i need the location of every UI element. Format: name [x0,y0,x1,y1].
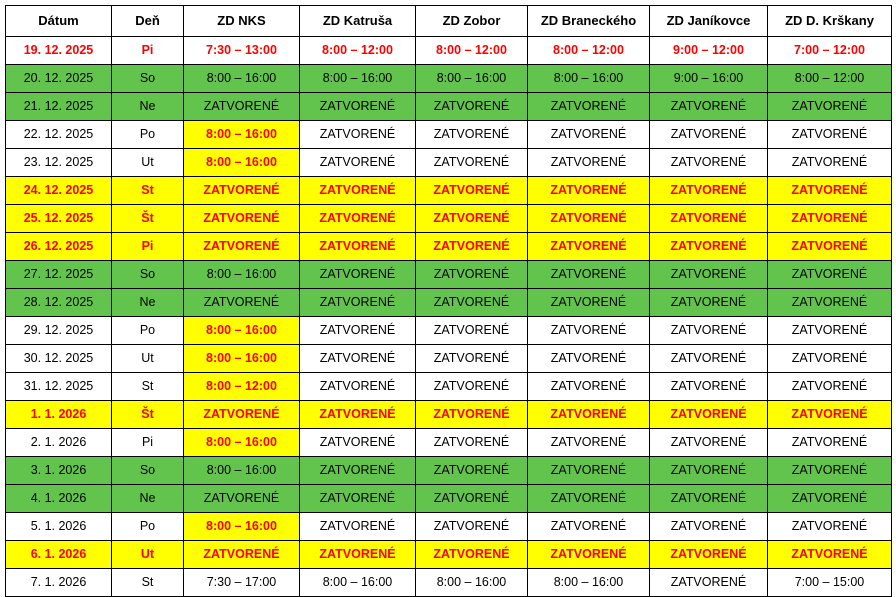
table-header-row [6,6,892,37]
cell-krskany: ZATVORENÉ [768,457,892,485]
cell-day: St [112,177,184,205]
cell-braneckeho: 8:00 – 16:00 [528,569,650,597]
cell-date: 20. 12. 2025 [6,65,112,93]
cell-nks: ZATVORENÉ [184,93,300,121]
cell-katrusa: ZATVORENÉ [300,429,416,457]
cell-janikovce: ZATVORENÉ [650,485,768,513]
cell-krskany: 8:00 – 12:00 [768,65,892,93]
cell-day: Št [112,401,184,429]
table-row [6,261,892,289]
cell-nks: 7:30 – 17:00 [184,569,300,597]
cell-zobor: ZATVORENÉ [416,121,528,149]
column-header-day: Deň [112,6,184,37]
cell-janikovce: ZATVORENÉ [650,345,768,373]
cell-braneckeho: ZATVORENÉ [528,541,650,569]
cell-day: Ut [112,541,184,569]
table-row [6,233,892,261]
cell-date: 5. 1. 2026 [6,513,112,541]
cell-braneckeho: ZATVORENÉ [528,485,650,513]
cell-janikovce: ZATVORENÉ [650,289,768,317]
cell-zobor: ZATVORENÉ [416,373,528,401]
cell-janikovce: ZATVORENÉ [650,457,768,485]
cell-date: 4. 1. 2026 [6,485,112,513]
cell-date: 21. 12. 2025 [6,93,112,121]
cell-braneckeho: ZATVORENÉ [528,457,650,485]
cell-braneckeho: ZATVORENÉ [528,233,650,261]
cell-krskany: ZATVORENÉ [768,429,892,457]
cell-nks: ZATVORENÉ [184,401,300,429]
cell-krskany: ZATVORENÉ [768,317,892,345]
cell-janikovce: ZATVORENÉ [650,429,768,457]
cell-braneckeho: ZATVORENÉ [528,261,650,289]
cell-krskany: 7:00 – 12:00 [768,37,892,65]
cell-janikovce: ZATVORENÉ [650,233,768,261]
cell-zobor: ZATVORENÉ [416,233,528,261]
cell-katrusa: 8:00 – 12:00 [300,37,416,65]
cell-zobor: ZATVORENÉ [416,205,528,233]
cell-krskany: ZATVORENÉ [768,121,892,149]
cell-day: Št [112,205,184,233]
cell-day: Pi [112,37,184,65]
cell-zobor: ZATVORENÉ [416,177,528,205]
cell-zobor: 8:00 – 16:00 [416,65,528,93]
cell-nks: ZATVORENÉ [184,485,300,513]
cell-day: Pi [112,233,184,261]
cell-date: 24. 12. 2025 [6,177,112,205]
cell-braneckeho: ZATVORENÉ [528,373,650,401]
cell-krskany: ZATVORENÉ [768,485,892,513]
cell-krskany: ZATVORENÉ [768,149,892,177]
cell-katrusa: ZATVORENÉ [300,177,416,205]
table-row [6,93,892,121]
cell-zobor: 8:00 – 16:00 [416,569,528,597]
cell-katrusa: ZATVORENÉ [300,513,416,541]
cell-braneckeho: ZATVORENÉ [528,345,650,373]
cell-janikovce: ZATVORENÉ [650,401,768,429]
table-row [6,485,892,513]
cell-braneckeho: ZATVORENÉ [528,401,650,429]
cell-day: Ne [112,289,184,317]
cell-day: Ne [112,485,184,513]
cell-katrusa: 8:00 – 16:00 [300,65,416,93]
cell-date: 23. 12. 2025 [6,149,112,177]
cell-nks: 8:00 – 16:00 [184,121,300,149]
cell-krskany: 7:00 – 15:00 [768,569,892,597]
cell-janikovce: ZATVORENÉ [650,93,768,121]
cell-katrusa: ZATVORENÉ [300,457,416,485]
cell-janikovce: ZATVORENÉ [650,317,768,345]
cell-zobor: ZATVORENÉ [416,345,528,373]
table-row [6,569,892,597]
table-row [6,205,892,233]
cell-janikovce: 9:00 – 16:00 [650,65,768,93]
table-row [6,457,892,485]
cell-day: Ne [112,93,184,121]
cell-krskany: ZATVORENÉ [768,93,892,121]
cell-katrusa: ZATVORENÉ [300,233,416,261]
cell-katrusa: ZATVORENÉ [300,205,416,233]
cell-day: So [112,65,184,93]
cell-janikovce: ZATVORENÉ [650,261,768,289]
cell-braneckeho: ZATVORENÉ [528,149,650,177]
opening-hours-table [5,5,892,597]
table-row [6,513,892,541]
column-header-krskany: ZD D. Krškany [768,6,892,37]
cell-nks: 8:00 – 12:00 [184,373,300,401]
cell-braneckeho: ZATVORENÉ [528,317,650,345]
cell-braneckeho: ZATVORENÉ [528,93,650,121]
cell-katrusa: ZATVORENÉ [300,541,416,569]
cell-katrusa: ZATVORENÉ [300,317,416,345]
cell-day: So [112,261,184,289]
cell-krskany: ZATVORENÉ [768,401,892,429]
cell-braneckeho: 8:00 – 16:00 [528,65,650,93]
cell-nks: ZATVORENÉ [184,177,300,205]
cell-date: 26. 12. 2025 [6,233,112,261]
cell-katrusa: ZATVORENÉ [300,149,416,177]
table-row [6,37,892,65]
table-body [6,37,892,597]
table-header [6,6,892,37]
cell-katrusa: ZATVORENÉ [300,401,416,429]
cell-date: 3. 1. 2026 [6,457,112,485]
cell-katrusa: ZATVORENÉ [300,289,416,317]
cell-braneckeho: ZATVORENÉ [528,205,650,233]
cell-braneckeho: 8:00 – 12:00 [528,37,650,65]
cell-date: 29. 12. 2025 [6,317,112,345]
cell-katrusa: ZATVORENÉ [300,121,416,149]
cell-date: 31. 12. 2025 [6,373,112,401]
cell-janikovce: ZATVORENÉ [650,149,768,177]
cell-zobor: ZATVORENÉ [416,485,528,513]
cell-day: Po [112,121,184,149]
cell-nks: ZATVORENÉ [184,289,300,317]
cell-janikovce: ZATVORENÉ [650,121,768,149]
cell-janikovce: ZATVORENÉ [650,177,768,205]
table-row [6,177,892,205]
table-row [6,429,892,457]
cell-nks: 8:00 – 16:00 [184,65,300,93]
cell-braneckeho: ZATVORENÉ [528,289,650,317]
cell-day: St [112,373,184,401]
cell-braneckeho: ZATVORENÉ [528,513,650,541]
table-row [6,121,892,149]
cell-day: Ut [112,345,184,373]
cell-date: 1. 1. 2026 [6,401,112,429]
cell-nks: ZATVORENÉ [184,541,300,569]
cell-zobor: 8:00 – 12:00 [416,37,528,65]
cell-day: Pi [112,429,184,457]
column-header-date: Dátum [6,6,112,37]
column-header-braneckeho: ZD Braneckého [528,6,650,37]
cell-katrusa: ZATVORENÉ [300,345,416,373]
cell-zobor: ZATVORENÉ [416,317,528,345]
cell-katrusa: ZATVORENÉ [300,485,416,513]
cell-zobor: ZATVORENÉ [416,93,528,121]
cell-krskany: ZATVORENÉ [768,261,892,289]
table-row [6,149,892,177]
cell-date: 25. 12. 2025 [6,205,112,233]
cell-krskany: ZATVORENÉ [768,513,892,541]
cell-day: So [112,457,184,485]
cell-nks: 8:00 – 16:00 [184,513,300,541]
table-row [6,65,892,93]
cell-date: 7. 1. 2026 [6,569,112,597]
cell-day: St [112,569,184,597]
cell-krskany: ZATVORENÉ [768,289,892,317]
cell-nks: ZATVORENÉ [184,233,300,261]
cell-date: 2. 1. 2026 [6,429,112,457]
cell-nks: 8:00 – 16:00 [184,429,300,457]
cell-zobor: ZATVORENÉ [416,541,528,569]
table-row [6,317,892,345]
cell-zobor: ZATVORENÉ [416,401,528,429]
cell-nks: ZATVORENÉ [184,205,300,233]
cell-nks: 8:00 – 16:00 [184,345,300,373]
column-header-janikovce: ZD Janíkovce [650,6,768,37]
cell-day: Po [112,317,184,345]
cell-zobor: ZATVORENÉ [416,429,528,457]
table-row [6,289,892,317]
cell-date: 6. 1. 2026 [6,541,112,569]
cell-nks: 7:30 – 13:00 [184,37,300,65]
cell-date: 22. 12. 2025 [6,121,112,149]
cell-nks: 8:00 – 16:00 [184,261,300,289]
cell-janikovce: ZATVORENÉ [650,513,768,541]
table-row [6,401,892,429]
cell-zobor: ZATVORENÉ [416,513,528,541]
cell-katrusa: ZATVORENÉ [300,261,416,289]
cell-krskany: ZATVORENÉ [768,345,892,373]
cell-katrusa: ZATVORENÉ [300,373,416,401]
cell-zobor: ZATVORENÉ [416,457,528,485]
cell-krskany: ZATVORENÉ [768,205,892,233]
cell-janikovce: ZATVORENÉ [650,569,768,597]
cell-day: Ut [112,149,184,177]
cell-braneckeho: ZATVORENÉ [528,177,650,205]
cell-date: 30. 12. 2025 [6,345,112,373]
table-row [6,373,892,401]
cell-date: 19. 12. 2025 [6,37,112,65]
column-header-nks: ZD NKS [184,6,300,37]
cell-braneckeho: ZATVORENÉ [528,429,650,457]
cell-janikovce: ZATVORENÉ [650,541,768,569]
cell-nks: 8:00 – 16:00 [184,457,300,485]
table-row [6,345,892,373]
cell-zobor: ZATVORENÉ [416,261,528,289]
cell-nks: 8:00 – 16:00 [184,317,300,345]
cell-krskany: ZATVORENÉ [768,177,892,205]
cell-braneckeho: ZATVORENÉ [528,121,650,149]
column-header-zobor: ZD Zobor [416,6,528,37]
cell-katrusa: ZATVORENÉ [300,93,416,121]
column-header-katrusa: ZD Katruša [300,6,416,37]
cell-nks: 8:00 – 16:00 [184,149,300,177]
table-row [6,541,892,569]
cell-zobor: ZATVORENÉ [416,149,528,177]
cell-krskany: ZATVORENÉ [768,541,892,569]
cell-katrusa: 8:00 – 16:00 [300,569,416,597]
cell-janikovce: ZATVORENÉ [650,373,768,401]
cell-janikovce: 9:00 – 12:00 [650,37,768,65]
cell-zobor: ZATVORENÉ [416,289,528,317]
cell-date: 27. 12. 2025 [6,261,112,289]
cell-day: Po [112,513,184,541]
cell-date: 28. 12. 2025 [6,289,112,317]
cell-krskany: ZATVORENÉ [768,233,892,261]
cell-janikovce: ZATVORENÉ [650,205,768,233]
cell-krskany: ZATVORENÉ [768,373,892,401]
